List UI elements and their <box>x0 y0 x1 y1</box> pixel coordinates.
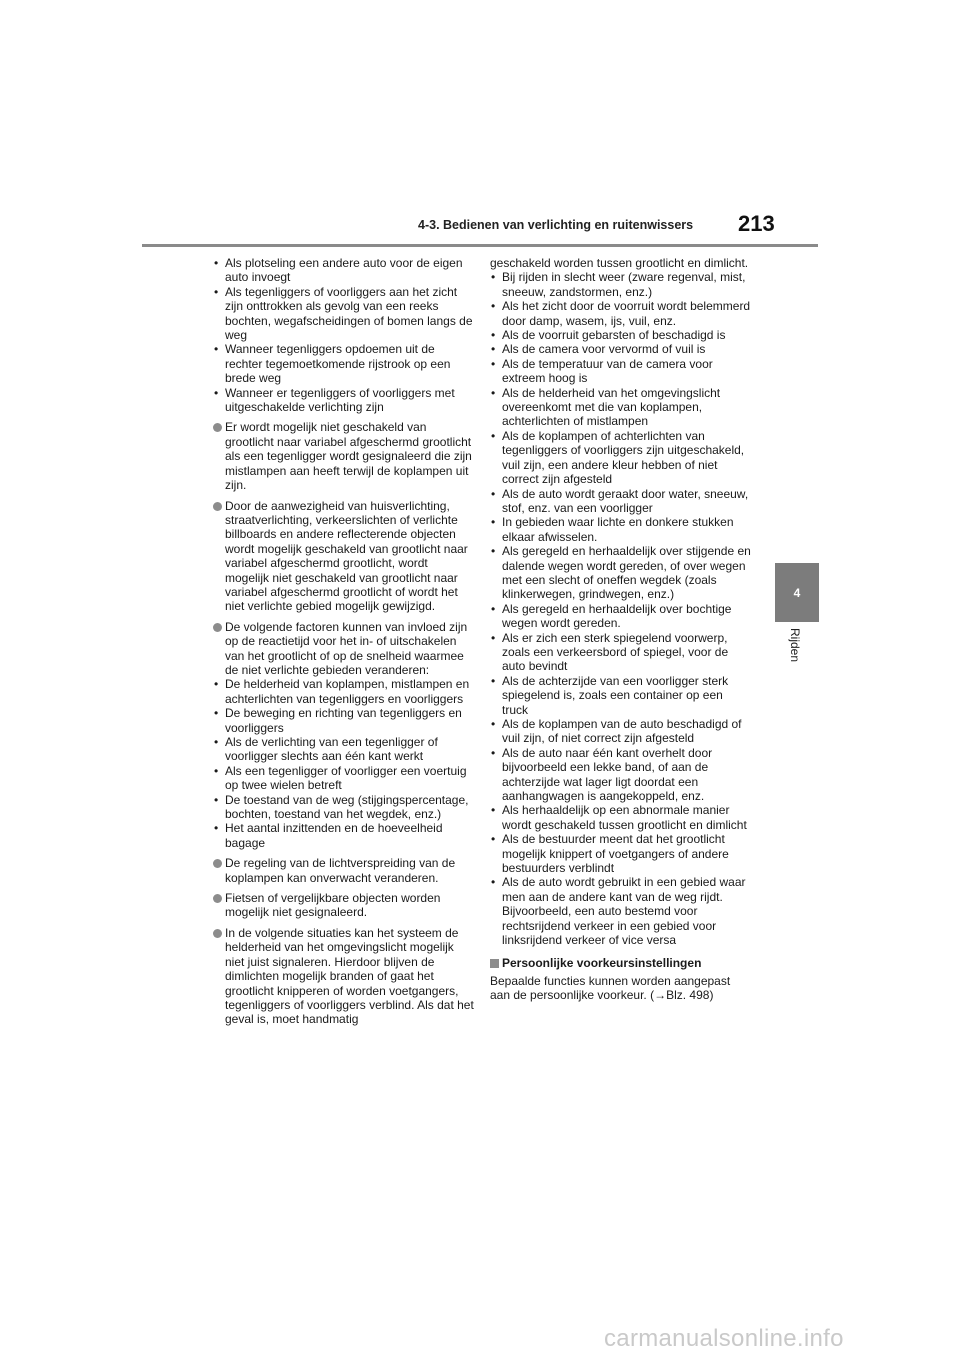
list-item: • Als de auto naar één kant overhelt door bijvoorbeeld een lekke band, of aan de achterzijde wat lager ligt doordat een aanhangwagen is aangekoppeld, enz. <box>490 746 752 804</box>
page-number: 213 <box>738 211 775 236</box>
list-item: • De toestand van de weg (stijgingspercentage, bochten, toestand van het wegdek, enz.) <box>213 793 475 822</box>
list-item: • De helderheid van koplampen, mistlampen en achterlichten van tegenliggers en voorliggers <box>213 677 475 706</box>
list-item: • Bij rijden in slecht weer (zware regenval, mist, sneeuw, zandstormen, enz.) <box>490 270 752 299</box>
list-item: • Als tegenliggers of voorliggers aan het zicht zijn onttrokken als gevolg van een reeks bochten, wegafscheidingen of bomen langs de weg <box>213 285 475 343</box>
list-item: • Als de voorruit gebarsten of beschadigd is <box>490 328 752 342</box>
list-item: • Als plotseling een andere auto voor de eigen auto invoegt <box>213 256 475 285</box>
chapter-title: 4-3. Bedienen van verlichting en ruitenwissers <box>418 218 694 232</box>
list-item: • Als de camera voor vervormd of vuil is <box>490 342 752 356</box>
section-text: Bepaalde functies kunnen worden aangepast aan de persoonlijke voorkeur. (→Blz. 498) <box>490 973 731 1003</box>
watermark: carmanualsonline.info <box>604 1325 844 1352</box>
chapter-tab[interactable]: 4 <box>775 563 819 622</box>
note-paragraph: Door de aanwezigheid van huisverlichting, straatverlichting, verkeerslichten of verlichte billboards en andere reflecterende objecten wordt mogelijk geschakeld van grootlicht naar variabel afgeschermd grootlicht, wordt mogelijk niet geschakeld van grootlicht naar variabel afgeschermd grootlicht of wordt het niet verlichte gebied mogelijk gewijzigd. <box>213 499 475 614</box>
list-item: • In gebieden waar lichte en donkere stukken elkaar afwisselen. <box>490 515 752 544</box>
list-item: • Als geregeld en herhaaldelijk over stijgende en dalende wegen wordt gereden, of over wegen met een slecht of oneffen wegdek (zoals klinkerwegen, grindwegen, enz.) <box>490 544 752 602</box>
note-paragraph: De regeling van de lichtverspreiding van de koplampen kan onverwacht veranderen. <box>213 856 475 885</box>
list-item: • Als de verlichting van een tegenligger of voorligger slechts aan één kant werkt <box>213 735 475 764</box>
list-item: • De beweging en richting van tegenliggers en voorliggers <box>213 706 475 735</box>
note-text: De volgende factoren kunnen van invloed zijn op de reactietijd voor het in- of uitschakelen van het grootlicht of op de snelheid waarmee de niet verlichte gebieden veranderen: <box>225 619 468 677</box>
note-paragraph: Er wordt mogelijk niet geschakeld van grootlicht naar variabel afgeschermd grootlicht als een tegenligger wordt gesignaleerd die zijn mistlampen aan heeft terwijl de koplampen uit zijn. <box>213 420 475 492</box>
right-column <box>490 256 752 1003</box>
list-item: • Als de koplampen of achterlichten van tegenliggers of voorliggers zijn uitgeschakeld, vuil zijn, een andere kleur hebben of niet correct zijn afgesteld <box>490 429 752 487</box>
note-paragraph: Fietsen of vergelijkbare objecten worden mogelijk niet gesignaleerd. <box>213 891 475 920</box>
continued-text: geschakeld worden tussen grootlicht en dimlicht. <box>490 256 749 270</box>
list-item: • Als de helderheid van het omgevingslicht overeenkomt met die van koplampen, achterlichten of mistlampen <box>490 386 752 429</box>
list-item: • Als de bestuurder meent dat het grootlicht mogelijk knippert of voetgangers of andere bestuurders verblindt <box>490 832 752 875</box>
list-item: • Als de koplampen van de auto beschadigd of vuil zijn, of niet correct zijn afgesteld <box>490 717 752 746</box>
list-item: • Het aantal inzittenden en de hoeveelheid bagage <box>213 821 475 850</box>
list-item: • Wanneer tegenliggers opdoemen uit de rechter tegemoetkomende rijstrook op een brede weg <box>213 342 475 385</box>
list-item: • Als er zich een sterk spiegelend voorwerp, zoals een verkeersbord of spiegel, voor de auto bevindt <box>490 631 752 674</box>
header-divider <box>142 244 818 247</box>
list-item: • Als een tegenligger of voorligger een voertuig op twee wielen betreft <box>213 764 475 793</box>
section-heading: Persoonlijke voorkeursinstellingen <box>490 956 752 970</box>
list-item: • Als de auto wordt geraakt door water, sneeuw, stof, enz. van een voorligger <box>490 487 752 516</box>
list-item: • Als de auto wordt gebruikt in een gebied waar men aan de andere kant van de weg rijdt. Bijvoorbeeld, een auto bestemd voor rechtsrijdend verkeer in een gebied voor linksrijdend verkeer of vice versa <box>490 875 752 947</box>
list-item: • Als de achterzijde van een voorligger sterk spiegelend is, zoals een container op een truck <box>490 674 752 717</box>
list-item: • Als herhaaldelijk op een abnormale manier wordt geschakeld tussen grootlicht en dimlicht <box>490 803 752 832</box>
left-column <box>213 256 475 1027</box>
note-paragraph-factors <box>213 620 475 851</box>
list-item: • Als de temperatuur van de camera voor extreem hoog is <box>490 357 752 386</box>
chapter-tab-label: Rijden <box>788 628 802 663</box>
note-paragraph: In de volgende situaties kan het systeem de helderheid van het omgevingslicht mogelijk niet juist signaleren. Hierdoor blijven de dimlichten mogelijk branden of gaat het grootlicht knipperen of worden voetgangers, tegenliggers of voorliggers verblind. Als dat het geval is, moet handmatig <box>213 926 475 1027</box>
list-item: • Als het zicht door de voorruit wordt belemmerd door damp, wasem, ijs, vuil, enz. <box>490 299 752 328</box>
list-item: • Als geregeld en herhaaldelijk over bochtige wegen wordt gereden. <box>490 602 752 631</box>
list-item: • Wanneer er tegenliggers of voorliggers met uitgeschakelde verlichting zijn <box>213 386 475 415</box>
